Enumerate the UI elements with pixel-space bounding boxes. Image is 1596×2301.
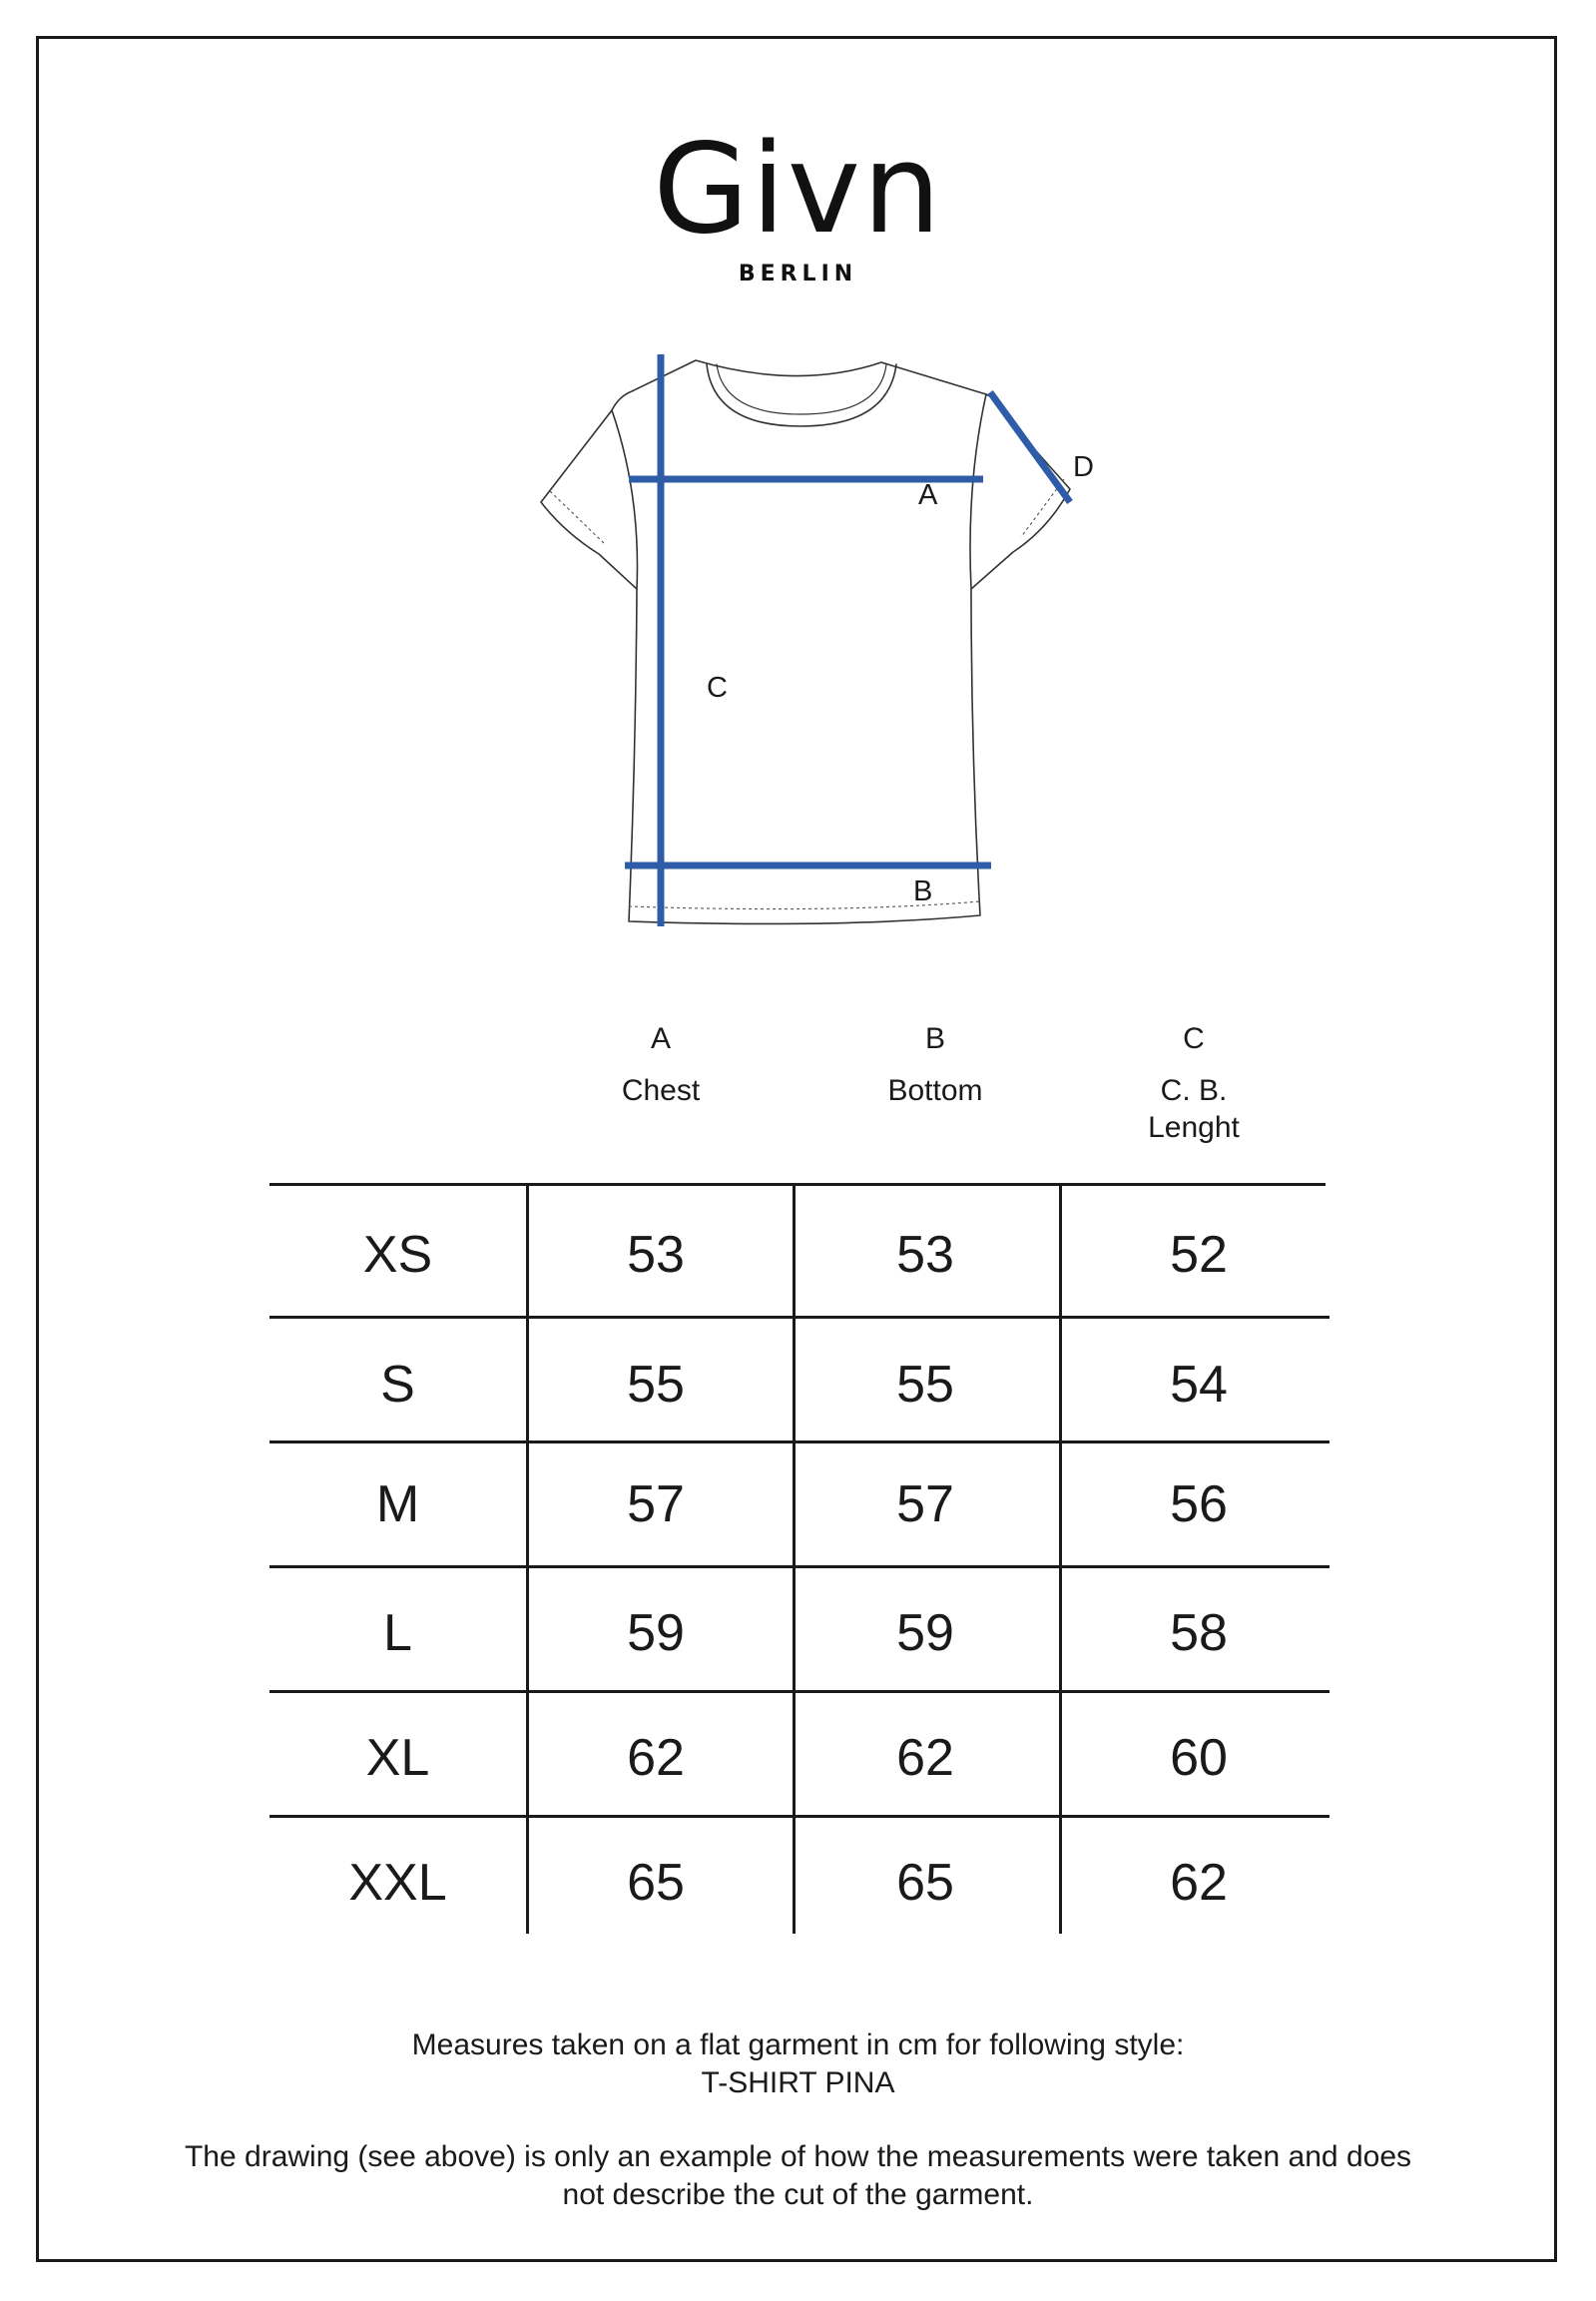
- col-header-name: C. B.: [1160, 1074, 1228, 1107]
- measures-note-line: Measures taken on a flat garment in cm for following style:: [411, 2028, 1185, 2061]
- tshirt-armhole-left: [612, 410, 637, 589]
- table-cell: 55: [627, 1356, 685, 1414]
- left-cuff-stitch: [550, 491, 605, 544]
- table-cell: 62: [896, 1729, 954, 1787]
- table-cell: 56: [1170, 1475, 1228, 1533]
- table-rule: [269, 1316, 1330, 1319]
- table-cell: 59: [896, 1604, 954, 1662]
- table-cell: 55: [896, 1356, 954, 1414]
- col-header-name-line2: Lenght: [1148, 1111, 1240, 1144]
- tshirt-armhole-right: [970, 394, 986, 589]
- size-label: XXL: [348, 1854, 447, 1912]
- measures-note: [60, 2026, 1536, 2102]
- table-column-rule: [526, 1183, 529, 1934]
- table-cell: 52: [1170, 1226, 1228, 1284]
- col-header-letter: A: [650, 1022, 671, 1055]
- col-header-name: Bottom: [887, 1074, 983, 1107]
- table-cell: 65: [896, 1854, 954, 1912]
- table-column-rule: [1059, 1183, 1062, 1934]
- table-cell: 54: [1170, 1356, 1228, 1414]
- size-label: XL: [365, 1729, 430, 1787]
- brand-city: BERLIN: [738, 262, 858, 287]
- disclaimer-line: not describe the cut of the garment.: [562, 2178, 1034, 2211]
- table-cell: 65: [627, 1854, 685, 1912]
- size-label: S: [380, 1356, 415, 1414]
- label-a: A: [918, 479, 938, 511]
- table-rule: [269, 1565, 1330, 1568]
- label-c: C: [707, 672, 728, 704]
- measure-line-d: [990, 392, 1070, 502]
- style-name: T-SHIRT PINA: [701, 2066, 895, 2099]
- label-b: B: [913, 875, 933, 907]
- col-header-name: Chest: [621, 1074, 701, 1107]
- table-cell: 53: [627, 1226, 685, 1284]
- table-rule: [269, 1690, 1330, 1693]
- table-cell: 59: [627, 1604, 685, 1662]
- table-rule: [269, 1440, 1330, 1443]
- size-label: XS: [362, 1226, 433, 1284]
- table-cell: 53: [896, 1226, 954, 1284]
- brand-logo: Givn: [653, 118, 943, 262]
- col-header-b: [805, 1020, 1065, 1109]
- table-column-rule: [793, 1183, 796, 1934]
- col-header-letter: B: [924, 1022, 945, 1055]
- table-cell: 62: [1170, 1854, 1228, 1912]
- size-label: M: [375, 1475, 420, 1533]
- table-cell: 62: [627, 1729, 685, 1787]
- table-cell: 57: [627, 1475, 685, 1533]
- col-header-letter: C: [1183, 1022, 1205, 1055]
- col-header-c: [1064, 1020, 1324, 1146]
- disclaimer-note: [60, 2138, 1536, 2214]
- size-label: L: [383, 1604, 412, 1662]
- tshirt-outline: [541, 360, 1070, 923]
- table-cell: 60: [1170, 1729, 1228, 1787]
- disclaimer-line: The drawing (see above) is only an example of how the measurements were taken and does: [184, 2140, 1412, 2173]
- table-rule: [269, 1815, 1330, 1818]
- tshirt-diagram: [519, 354, 1118, 933]
- table-rule: [269, 1183, 1326, 1186]
- label-d: D: [1073, 451, 1094, 483]
- table-cell: 58: [1170, 1604, 1228, 1662]
- col-header-a: [531, 1020, 791, 1109]
- table-cell: 57: [896, 1475, 954, 1533]
- tshirt-collar: [707, 364, 896, 426]
